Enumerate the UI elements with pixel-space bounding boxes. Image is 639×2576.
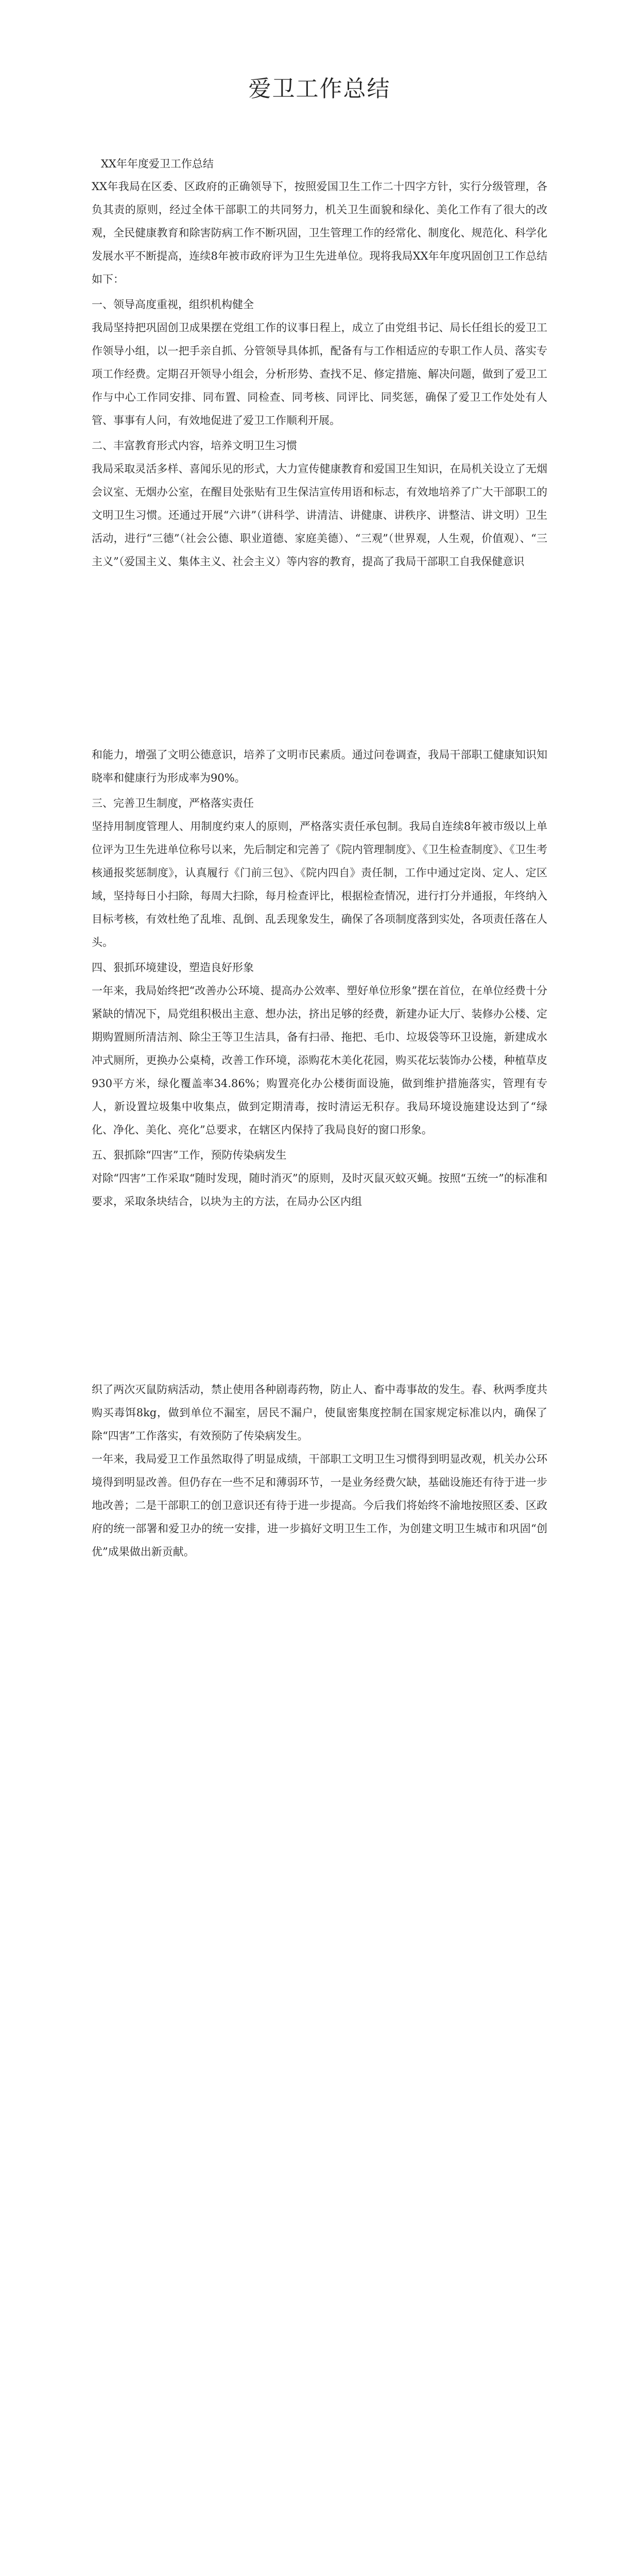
section-5-heading: 五、狠抓除“四害”工作，预防传染病发生 — [92, 1149, 287, 1161]
section-2-body-part-1: 我局采取灵活多样、喜闻乐见的形式，大力宣传健康教育和爱国卫生知识，在局机关设立了无烟会议室、无烟办公室，在醒目处张贴有卫生保洁宣传用语和标志，有效地培养了广大干部职工的文明卫生习惯。还通过开展“六讲”（讲科学、讲清洁、讲健康、讲秩序、讲整洁、讲文明）卫生活动，进行“三德”（社会公德、职业道德、家庭美德）、“三观”（世界观，人生观，价值观）、“三主义”（爱国主义、集体主义、社会主义）等内容的教育，提高了我局干部职工自我保健意识 — [92, 463, 547, 568]
section-1-heading: 一、领导高度重视，组织机构健全 — [92, 298, 254, 311]
section-5-body-part-1: 对除“四害”工作采取“随时发现，随时消灭”的原则，及时灭鼠灭蚊灭蝇。按照“五统一”的标准和要求，采取条块结合，以块为主的方法，在局办公区内组 — [92, 1172, 547, 1208]
section-1-body: 我局坚持把巩固创卫成果摆在党组工作的议事日程上，成立了由党组书记、局长任组长的爱卫工作领导小组，以一把手亲自抓、分管领导具体抓，配备有与工作相适应的专职工作人员、落实专项工作经费。定期召开领导小组会，分析形势、查找不足、修定措施、解决问题，做到了爱卫工作与中心工作同安排、同布置、同检查、同考核、同评比、同奖惩，确保了爱卫工作处处有人管、事事有人问，有效地促进了爱卫工作顺利开展。 — [92, 321, 547, 427]
document-subtitle: XX年年度爱卫工作总结 — [101, 158, 214, 170]
section-4-body: 一年来，我局始终把“改善办公环境、提高办公效率、塑好单位形象”摆在首位，在单位经费十分紧缺的情况下，局党组积极出主意、想办法，挤出足够的经费，新建办证大厅、装修办公楼、定期购置厕所清洁剂、除尘王等卫生洁具，备有扫帚、拖把、毛巾、垃圾袋等环卫设施，新建成水冲式厕所，更换办公桌椅，改善工作环境，添购花木美化花园，购买花坛装饰办公楼，种植草皮930平方米，绿化覆盖率34.86%；购置亮化办公楼街面设施，做到维护措施落实，管理有专人，新设置垃圾集中收集点，做到定期清毒，按时清运无积存。我局环境设施建设达到了“绿化、净化、美化、亮化”总要求，在辖区内保持了我局良好的窗口形象。 — [92, 985, 547, 1136]
intro-paragraph: XX年我局在区委、区政府的正确领导下，按照爱国卫生工作二十四字方针，实行分级管理，各负其责的原则，经过全体干部职工的共同努力，机关卫生面貌和绿化、美化工作有了很大的改观，全民健康教育和除害防病工作不断巩固，卫生管理工作的经常化、制度化、规范化、科学化发展水平不断提高，连续8年被市政府评为卫生先进单位。现将我局XX年年度巩固创卫工作总结如下： — [92, 180, 547, 285]
page-break-spacer — [92, 573, 547, 743]
section-4-heading: 四、狠抓环境建设，塑造良好形象 — [92, 961, 254, 974]
section-3-body: 坚持用制度管理人、用制度约束人的原则，严格落实责任承包制。我局自连续8年被市级以上单位评为卫生先进单位称号以来，先后制定和完善了《院内管理制度》、《卫生检查制度》、《卫生考核通报奖惩制度》，认真履行《门前三包》、《院内四自》责任制，工作中通过定岗、定人、定区域，坚持每日小扫除，每周大扫除，每月检查评比，根据检查情况，进行打分并通报，年终纳入目标考核，有效杜绝了乱堆、乱倒、乱丢现象发生，确保了各项制度落到实处，各项责任落在人头。 — [92, 820, 547, 948]
section-5-body-part-2: 织了两次灭鼠防病活动，禁止使用各种剧毒药物，防止人、畜中毒事故的发生。春、秋两季度共购买毒饵8kg，做到单位不漏室，居民不漏户，使鼠密集度控制在国家规定标准以内，确保了除“四害”工作落实，有效预防了传染病发生。 — [92, 1383, 547, 1442]
document-title: 爱卫工作总结 — [248, 76, 391, 102]
section-2-body-part-2: 和能力，增强了文明公德意识，培养了文明市民素质。通过问卷调查，我局干部职工健康知识知晓率和健康行为形成率为90%。 — [92, 749, 547, 784]
conclusion-paragraph: 一年来，我局爱卫工作虽然取得了明显成绩，干部职工文明卫生习惯得到明显改观，机关办公环境得到明显改善。但仍存在一些不足和薄弱环节，一是业务经费欠缺，基础设施还有待于进一步地改善；二是干部职工的创卫意识还有待于进一步提高。今后我们将始终不渝地按照区委、区政府的统一部署和爱卫办的统一安排，进一步搞好文明卫生工作，为创建文明卫生城市和巩固“创优”成果做出新贡献。 — [92, 1453, 547, 1558]
section-2-heading: 二、丰富教育形式内容，培养文明卫生习惯 — [92, 439, 297, 452]
page-break-spacer — [92, 1213, 547, 1378]
section-3-heading: 三、完善卫生制度，严格落实责任 — [92, 797, 254, 809]
